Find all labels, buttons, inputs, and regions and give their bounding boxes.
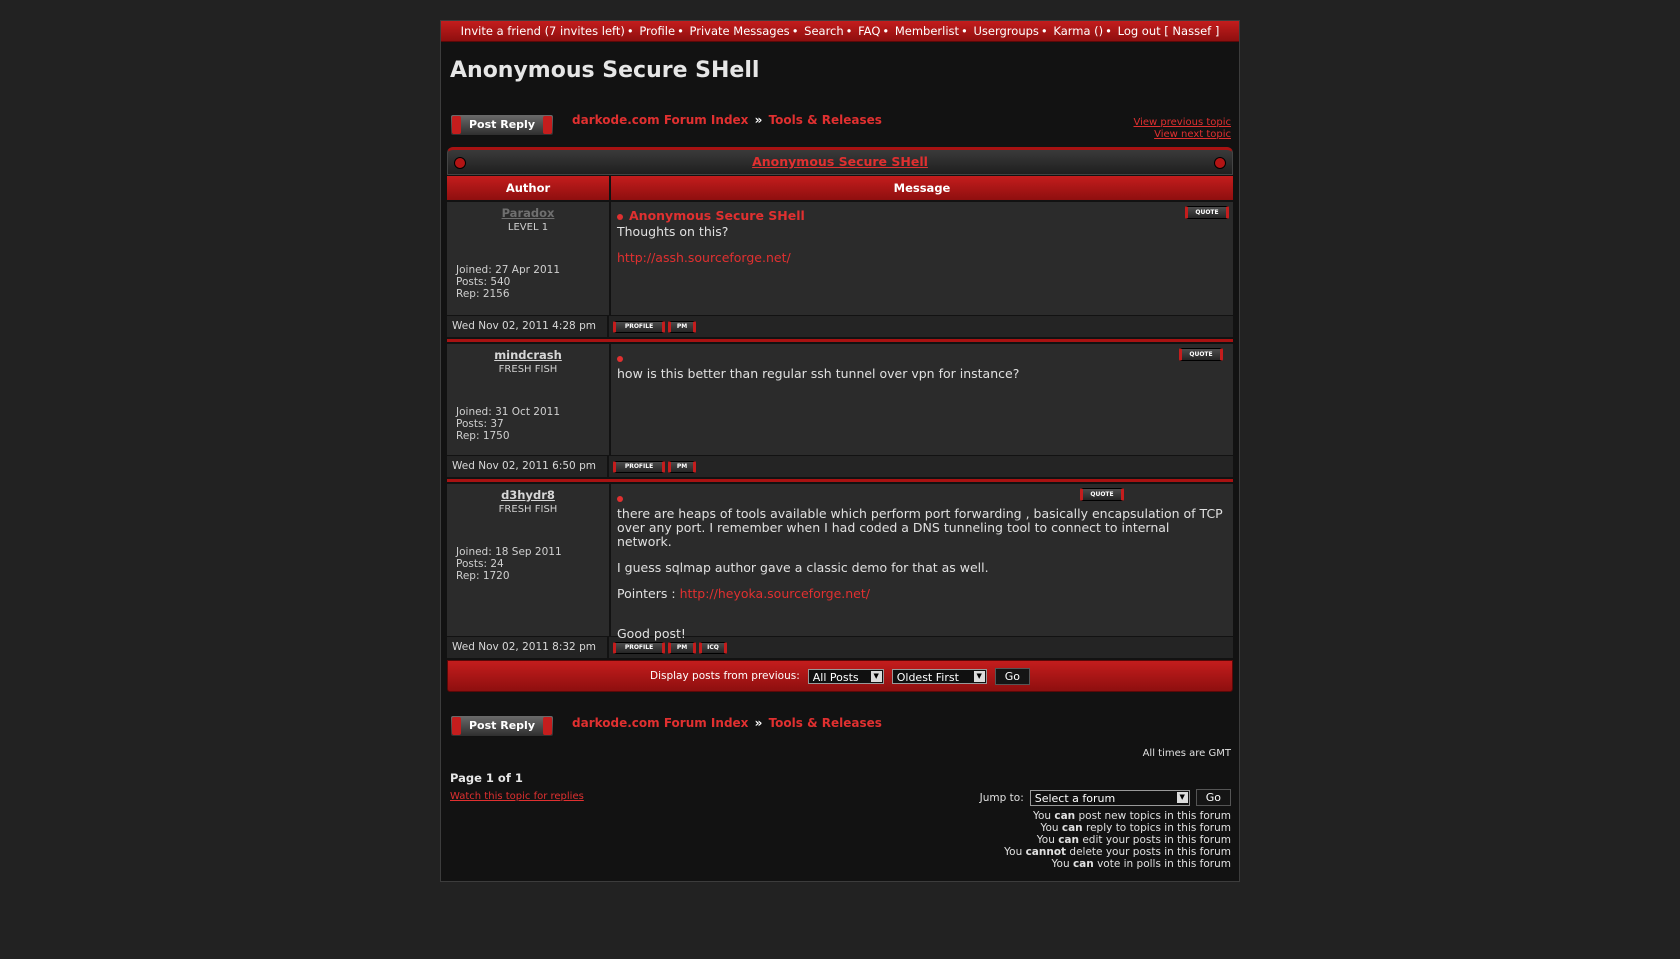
author-rank: LEVEL 1: [507, 222, 549, 233]
post-author: [447, 484, 611, 636]
top-navigation: [441, 21, 1239, 42]
post-signature: Good post!: [617, 626, 686, 641]
icq-button[interactable]: ICQ: [699, 642, 727, 654]
author-rank: FRESH FISH: [498, 504, 558, 515]
view-next-topic-link[interactable]: View next topic: [1154, 129, 1231, 140]
jump-to-form: [980, 789, 1231, 806]
chevron-down-icon: ▼: [1177, 792, 1188, 803]
breadcrumb: [572, 716, 882, 730]
chevron-down-icon: ▼: [974, 671, 985, 682]
permission-line: You can post new topics in this forum: [1032, 810, 1231, 822]
post-actions: [609, 316, 1233, 337]
quote-button[interactable]: QUOTE: [1080, 488, 1124, 501]
post-footer: [447, 456, 1233, 477]
topic-board: [447, 147, 1233, 692]
page-info: Page 1 of 1: [450, 771, 523, 785]
post-body: there are heaps of tools available which perform port forwarding , basically encapsulation of TCP over any port. I remember when I had coded a DNS tunneling tool to connect to internal network.: [617, 506, 1223, 549]
sort-order-value: Oldest First: [896, 670, 959, 684]
post-message: [611, 344, 1233, 455]
posts-range-select[interactable]: [808, 669, 884, 684]
message-column-header: Message: [611, 176, 1233, 200]
nav-bullet: •: [1105, 24, 1112, 38]
post-actions: [609, 456, 1233, 477]
author-name-link[interactable]: Paradox: [501, 206, 555, 220]
author-stats: [456, 406, 560, 442]
post-icon: [617, 356, 623, 362]
memberlist-link[interactable]: Memberlist: [894, 24, 960, 38]
header-dot-icon: [1214, 157, 1226, 169]
tools-releases-link[interactable]: Tools & Releases: [768, 113, 882, 127]
post-reply-button[interactable]: Post Reply: [450, 715, 554, 737]
forum-page: [440, 20, 1240, 882]
author-rep: Rep: 1750: [456, 430, 510, 442]
header-dot-icon: [454, 157, 466, 169]
post-body: Pointers :: [617, 586, 676, 601]
permission-line: You can reply to topics in this forum: [1040, 822, 1231, 834]
topic-title-link[interactable]: Anonymous Secure SHell: [752, 154, 928, 169]
author-name-link[interactable]: d3hydr8: [501, 488, 555, 502]
display-label: Display posts from previous:: [650, 670, 800, 682]
topic-header: [447, 147, 1233, 175]
sort-order-select[interactable]: [892, 669, 987, 684]
profile-link[interactable]: Profile: [639, 24, 676, 38]
post-subject: Anonymous Secure SHell: [629, 208, 805, 223]
invite-friend-link[interactable]: Invite a friend (7 invites left): [460, 24, 625, 38]
topic-navigation: [1133, 117, 1231, 141]
search-link[interactable]: Search: [804, 24, 844, 38]
tools-releases-link[interactable]: Tools & Releases: [768, 716, 882, 730]
pm-button[interactable]: PM: [668, 321, 696, 333]
post-date: Wed Nov 02, 2011 4:28 pm: [447, 316, 609, 337]
post-author: [447, 202, 611, 315]
breadcrumb-separator: »: [754, 113, 763, 127]
post-row: [447, 484, 1233, 641]
post-message: [611, 484, 1233, 641]
post-author: [447, 344, 611, 455]
post-link[interactable]: http://heyoka.sourceforge.net/: [679, 586, 870, 601]
post-divider: [447, 479, 1233, 482]
pm-button[interactable]: PM: [668, 461, 696, 473]
post-message: [611, 202, 1233, 315]
post-body: how is this better than regular ssh tunnel over vpn for instance?: [617, 366, 1020, 381]
logout-link[interactable]: Log out [ Nassef ]: [1117, 24, 1220, 38]
author-posts: Posts: 24: [456, 558, 504, 570]
post-icon: [617, 496, 623, 502]
faq-link[interactable]: FAQ: [858, 24, 881, 38]
post-row: [447, 202, 1233, 315]
permission-line: You can edit your posts in this forum: [1036, 834, 1231, 846]
profile-button[interactable]: PROFILE: [613, 642, 665, 654]
post-date: Wed Nov 02, 2011 8:32 pm: [447, 637, 609, 658]
post-footer: [447, 316, 1233, 337]
display-options-bar: [447, 660, 1233, 692]
author-joined: Joined: 31 Oct 2011: [456, 406, 561, 418]
forum-index-link[interactable]: darkode.com Forum Index: [572, 716, 749, 730]
nav-bullet: •: [882, 24, 890, 38]
nav-bullet: •: [791, 24, 799, 38]
author-joined: Joined: 18 Sep 2011: [456, 546, 562, 558]
permission-line: You cannot delete your posts in this forum: [1004, 846, 1231, 858]
chevron-down-icon: ▼: [871, 671, 882, 682]
post-icon: [617, 214, 623, 220]
watch-topic-link[interactable]: Watch this topic for replies: [450, 791, 584, 802]
post-row: [447, 344, 1233, 455]
quote-button[interactable]: QUOTE: [1179, 348, 1223, 361]
author-column-header: Author: [447, 176, 611, 200]
profile-button[interactable]: PROFILE: [613, 461, 665, 473]
usergroups-link[interactable]: Usergroups: [973, 24, 1039, 38]
post-body: Thoughts on this?: [617, 224, 729, 239]
author-rep: Rep: 2156: [456, 288, 510, 300]
pm-button[interactable]: PM: [668, 642, 696, 654]
timezone-note: All times are GMT: [1142, 748, 1231, 759]
profile-button[interactable]: PROFILE: [613, 321, 665, 333]
post-body: I guess sqlmap author gave a classic demo for that as well.: [617, 560, 989, 575]
author-stats: [456, 546, 562, 582]
forum-permissions: [1004, 810, 1231, 870]
author-joined: Joined: 27 Apr 2011: [456, 264, 561, 276]
nav-bullet: •: [961, 24, 968, 38]
author-rank: FRESH FISH: [498, 364, 558, 375]
author-stats: [456, 264, 560, 300]
post-link[interactable]: http://assh.sourceforge.net/: [617, 250, 791, 265]
karma-link[interactable]: Karma (): [1053, 24, 1104, 38]
page-title: Anonymous Secure SHell: [450, 58, 760, 83]
nav-bullet: •: [677, 24, 684, 38]
jump-go-button[interactable]: Go: [1196, 789, 1231, 806]
forum-index-link[interactable]: darkode.com Forum Index: [572, 113, 749, 127]
author-name-link[interactable]: mindcrash: [494, 348, 562, 362]
forum-jump-value: Select a forum: [1034, 791, 1116, 805]
post-reply-button[interactable]: Post Reply: [450, 114, 554, 136]
forum-jump-select[interactable]: [1030, 790, 1190, 806]
permission-line: You can vote in polls in this forum: [1051, 858, 1231, 870]
post-divider: [447, 339, 1233, 342]
nav-bullet: •: [626, 24, 634, 38]
nav-bullet: •: [845, 24, 853, 38]
breadcrumb-separator: »: [754, 716, 763, 730]
breadcrumb: [572, 113, 882, 127]
jump-label: Jump to:: [979, 791, 1024, 804]
column-headers: [447, 176, 1233, 200]
author-posts: Posts: 37: [456, 418, 504, 430]
quote-button[interactable]: QUOTE: [1185, 206, 1229, 219]
view-previous-topic-link[interactable]: View previous topic: [1133, 117, 1231, 128]
post-date: Wed Nov 02, 2011 6:50 pm: [447, 456, 609, 477]
posts-range-value: All Posts: [812, 670, 859, 684]
author-rep: Rep: 1720: [456, 570, 510, 582]
private-messages-link[interactable]: Private Messages: [689, 24, 790, 38]
nav-bullet: •: [1040, 24, 1048, 38]
display-go-button[interactable]: Go: [995, 668, 1030, 685]
author-posts: Posts: 540: [456, 276, 511, 288]
